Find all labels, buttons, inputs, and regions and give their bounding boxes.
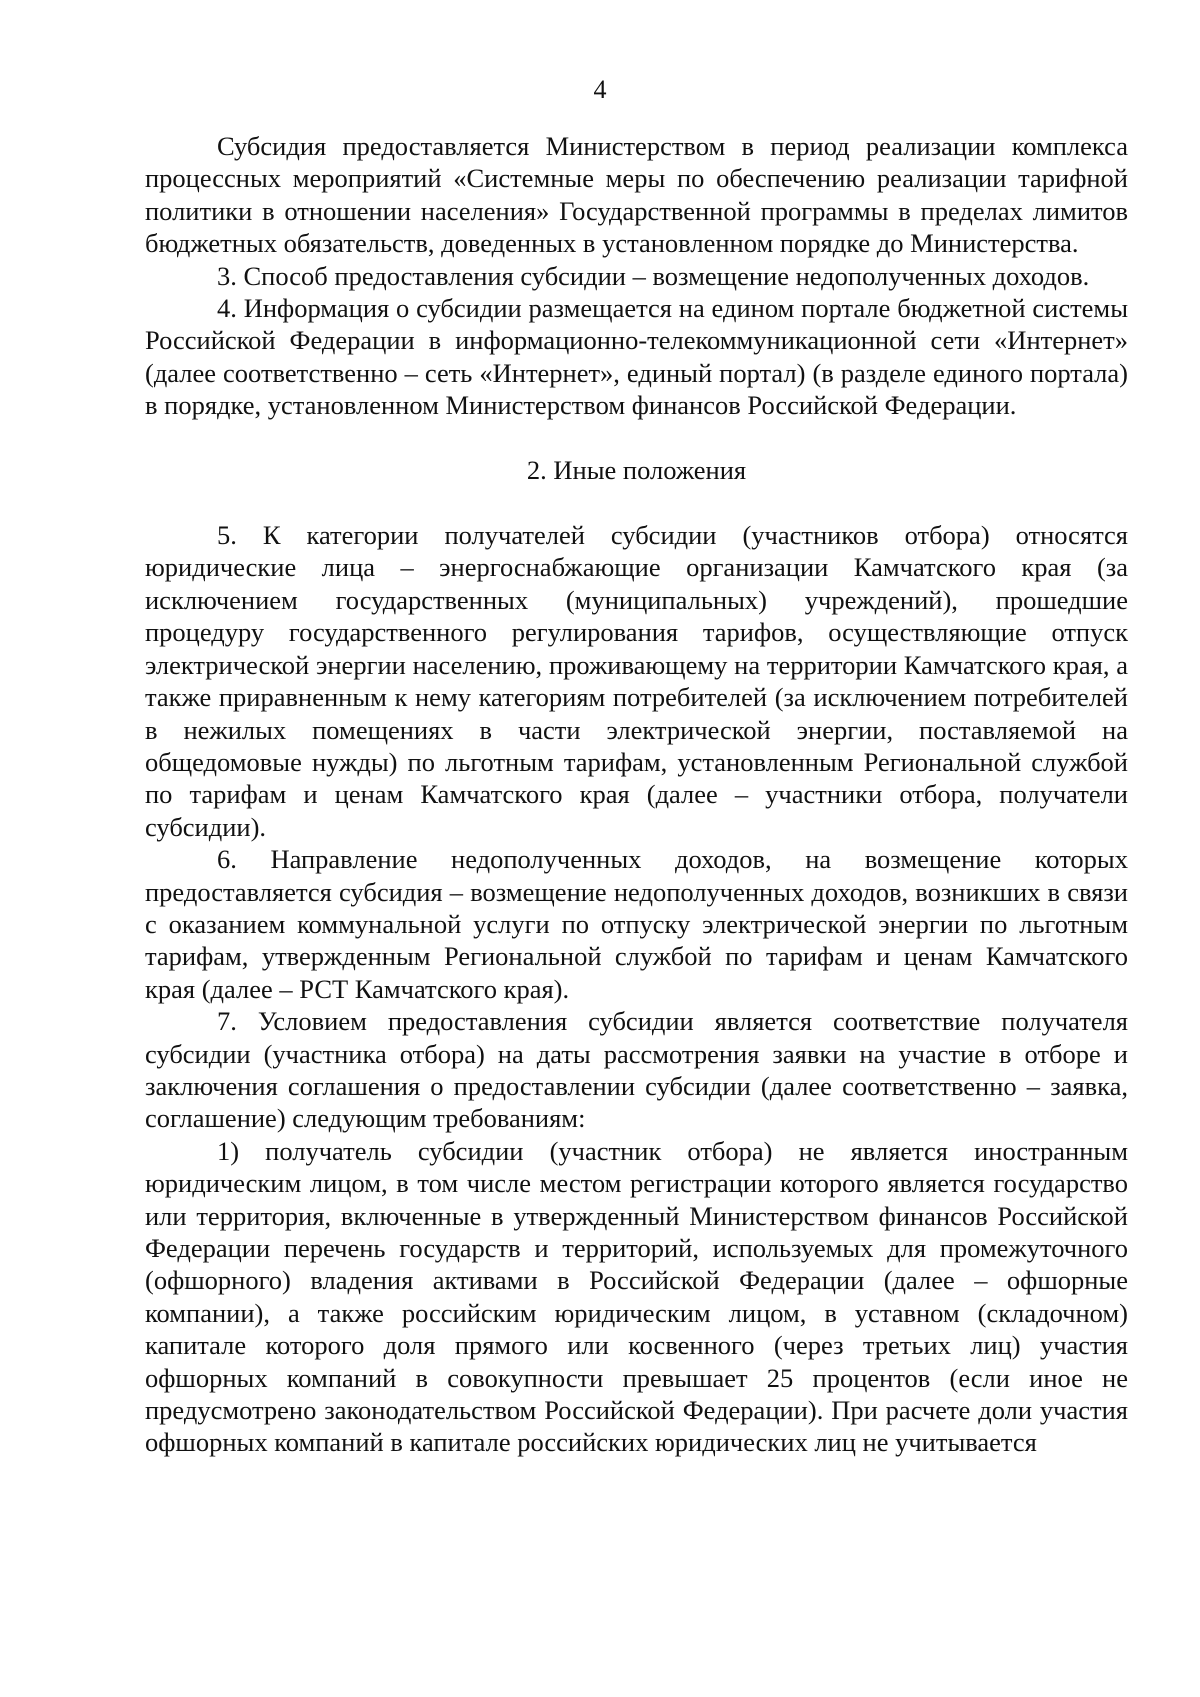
paragraph-4-information: 4. Информация о субсидии размещается на едином портале бюджетной системы Российской Федерации в информационно-телекоммуникационной сети «Интернет» (далее соответственно – сеть «Интернет», единый портал) (в разделе единого портала) в порядке, установленном Министерством финансов Российской Федерации. — [145, 293, 1128, 421]
paragraph-7-1-requirement: 1) получатель субсидии (участник отбора) не является иностранным юридическим лицом, в том числе местом регистрации которого является государство или территория, включенные в утвержденный Министерством финансов Российской Федерации перечень государств и территорий, используемых для промежуточного (офшорного) владения активами в Российской Федерации (далее – офшорные компании), а также российским юридическим лицом, в уставном (складочном) капитале которого доля прямого или косвенного (через третьих лиц) участия офшорных компаний в совокупности превышает 25 процентов (если иное не предусмотрено законодательством Российской Федерации). При расчете доли участия офшорных компаний в капитале российских юридических лиц не учитывается — [145, 1135, 1128, 1458]
section-heading: 2. Иные положения — [526, 454, 747, 485]
paragraph-7-condition: 7. Условием предоставления субсидии является соответствие получателя субсидии (участника отбора) на даты рассмотрения заявки на участие в отборе и заключения соглашения о предоставлении субсидии (далее соответственно – заявка, соглашение) следующим требованиям: — [145, 1006, 1128, 1134]
document-body — [145, 130, 1128, 1459]
paragraph-5-recipients: 5. К категории получателей субсидии (участников отбора) относятся юридические лица – энергоснабжающие организации Камчатского края (за исключением государственных (муниципальных) учреждений), прошедшие процедуру государственного регулирования тарифов, осуществляющие отпуск электрической энергии населению, проживающему на территории Камчатского края, а также приравненным к нему категориям потребителей (за исключением потребителей в нежилых помещениях в части электрической энергии, поставляемой на общедомовые нужды) по льготным тарифам, установленным Региональной службой по тарифам и ценам Камчатского края (далее – участники отбора, получатели субсидии). — [145, 520, 1128, 842]
paragraph-6-direction: 6. Направление недополученных доходов, на возмещение которых предоставляется субсидия – возмещение недополученных доходов, возникших в связи с оказанием коммунальной услуги по отпуску электрической энергии по льготным тарифам, утвержденным Региональной службой по тарифам и ценам Камчатского края (далее – РСТ Камчатского края). — [145, 844, 1128, 1004]
page-number: 4 — [593, 75, 607, 104]
paragraph-3-method: 3. Способ предоставления субсидии – возмещение недополученных доходов. — [217, 260, 1090, 291]
paragraph-subsidy-provision: Субсидия предоставляется Министерством в период реализации комплекса процессных мероприятий «Системные меры по обеспечению реализации тарифной политики в отношении населения» Государственной программы в пределах лимитов бюджетных обязательств, доведенных в установленном порядке до Министерства. — [145, 131, 1128, 259]
